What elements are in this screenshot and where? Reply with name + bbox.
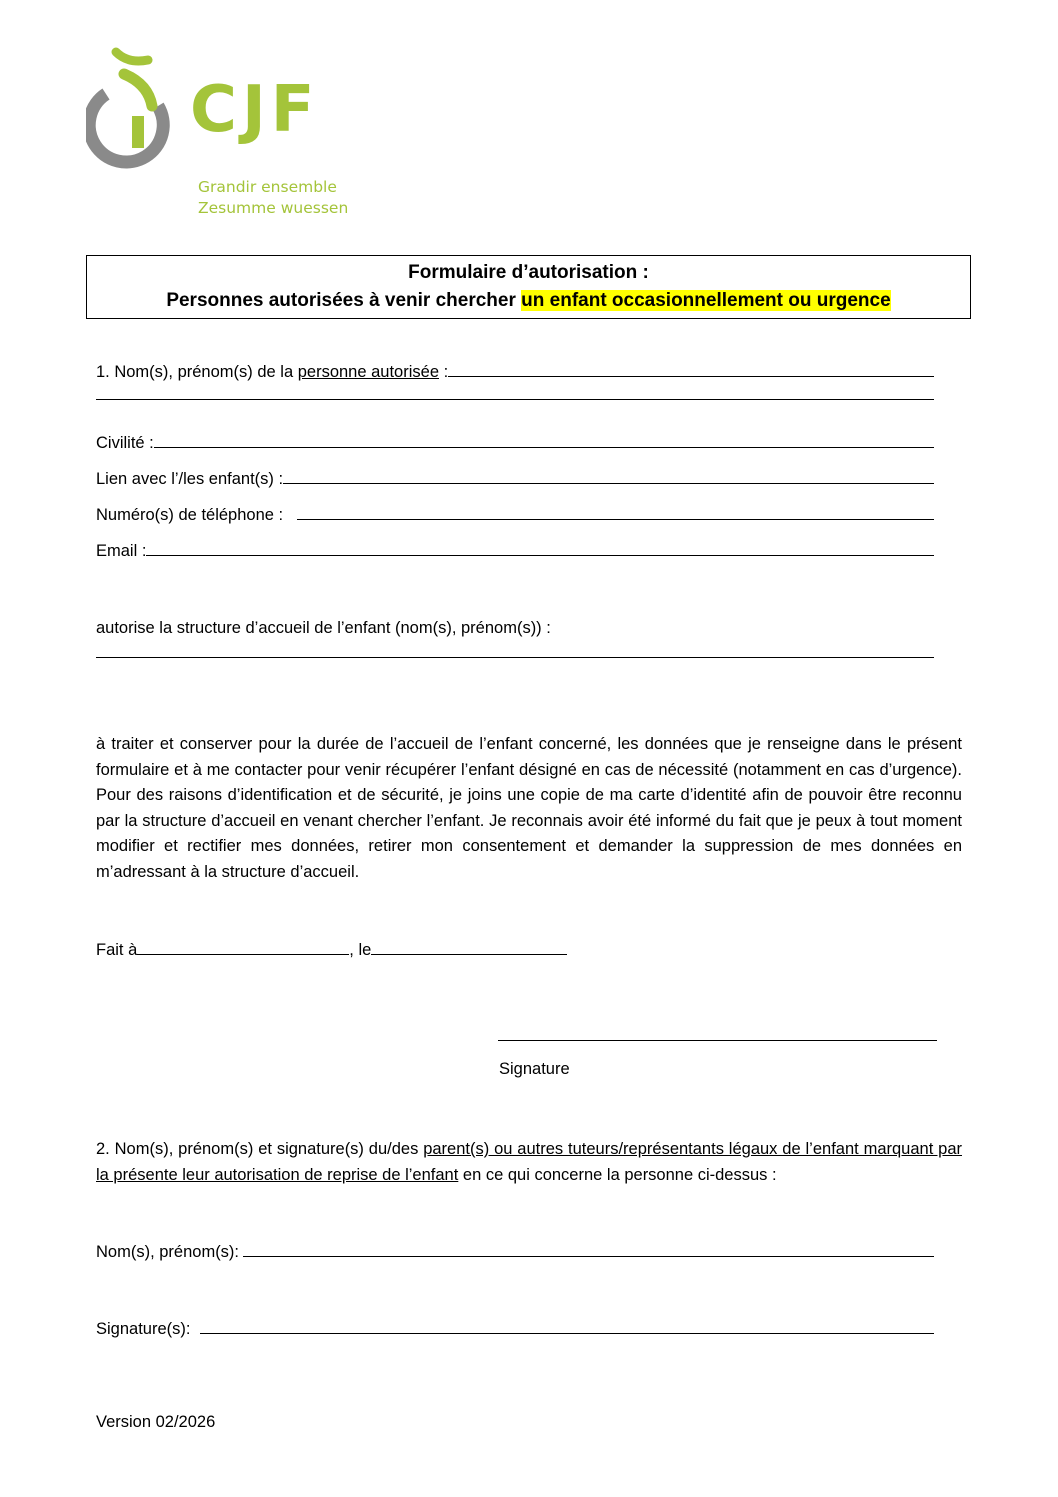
civilite-label: Civilité : [96,434,154,452]
logo-tagline-1: Grandir ensemble [198,178,337,196]
authorized-person-name-field[interactable] [448,375,934,377]
telephone-field[interactable] [297,518,934,520]
logo-tagline-2: Zesumme wuessen [198,199,349,217]
parent-name-row [96,1243,934,1262]
authorized-person-name-field-2[interactable] [96,398,934,400]
form-title-box [86,255,971,319]
cjf-logo-mark-icon [86,44,186,169]
consent-paragraph: à traiter et conserver pour la durée de l’accueil de l’enfant concerné, les données que je renseigne dans le présent formulaire et à me contacter pour venir récupérer l’enfant désigné en cas de nécessité (notamment en cas d’urgence). Pour des raisons d’identification et de sécurité, je joins une copie de ma carte d’identité afin de pouvoir être reconnu par la structure d’accueil en venant chercher l’enfant. Je reconnais avoir été informé du fait que je peux à tout moment modifier et rectifier mes données, retirer mon consentement et demander la suppression de mes données en m’adressant à la structure d’accueil. [96,735,962,881]
form-subtitle-plain: Personnes autorisées à venir chercher [166,290,522,311]
form-subtitle-highlight: un enfant occasionnellement ou urgence [521,290,891,311]
place-label: Fait à [96,941,138,959]
telephone-row [96,506,934,525]
date-label: , le [349,941,372,959]
email-row [96,542,934,561]
date-field[interactable] [371,953,567,955]
authorized-person-name-line-2 [96,398,934,405]
parent-signature-label: Signature(s): [96,1320,191,1338]
parent-signature-row [96,1320,934,1339]
lien-label: Lien avec l’/les enfant(s) : [96,470,284,488]
signature-label: Signature [499,1060,570,1078]
lien-row [96,470,934,489]
cjf-logo [86,44,356,224]
parent-signature-field[interactable] [200,1332,934,1334]
parent-name-field[interactable] [243,1255,934,1257]
place-date-row [96,941,567,960]
email-label: Email : [96,542,147,560]
parent-name-label: Nom(s), prénom(s): [96,1243,240,1261]
authorize-text: autorise la structure d’accueil de l’enfant (nom(s), prénom(s)) : [96,619,551,637]
child-name-row [96,656,934,663]
logo-brand-text: CJF [190,73,320,147]
telephone-label: Numéro(s) de téléphone : [96,506,284,524]
civilite-field[interactable] [154,446,934,448]
child-name-field[interactable] [96,656,934,658]
signature-field[interactable] [498,1040,937,1041]
place-field[interactable] [137,953,349,955]
lien-field[interactable] [283,482,934,484]
authorized-person-name-row [96,363,934,382]
email-field[interactable] [146,554,934,556]
section2-paragraph: 2. Nom(s), prénom(s) et signature(s) du/des parent(s) ou autres tuteurs/représentants légaux de l’enfant marquant par la présente leur autorisation de reprise de l’enfant en ce qui concerne la personne ci-dessus : [96,1140,962,1184]
form-subtitle [87,287,970,315]
version-footer: Version 02/2026 [96,1413,216,1431]
authorized-person-name-label: 1. Nom(s), prénom(s) de la personne autorisée : [96,363,449,381]
civilite-row [96,434,934,453]
form-title: Formulaire d’autorisation : [408,262,649,283]
